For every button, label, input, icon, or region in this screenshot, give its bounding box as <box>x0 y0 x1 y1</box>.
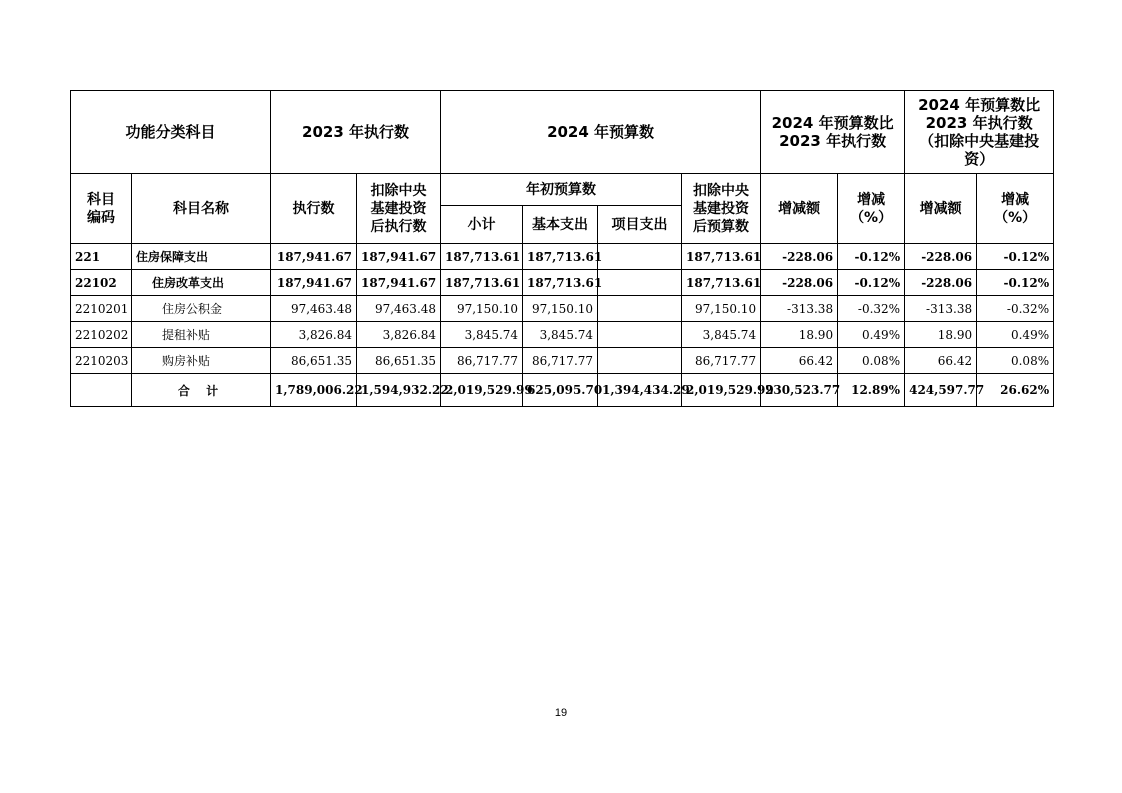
page-number: 19 <box>554 707 568 719</box>
header-code <box>71 174 132 244</box>
cell-pct-2: -0.12% <box>977 270 1054 296</box>
header-exec-excl-line-2: 基建投资 <box>370 200 427 217</box>
cell-subtotal: 97,150.10 <box>441 296 523 322</box>
cell-subtotal: 187,713.61 <box>441 270 523 296</box>
header-increase-amount-2: 增减额 <box>905 174 977 244</box>
header-compare-excl-line-4: 资） <box>964 150 995 168</box>
header-exec-amount: 执行数 <box>271 174 357 244</box>
cell-code-empty <box>71 374 132 407</box>
cell-increase-2: -313.38 <box>905 296 977 322</box>
header-initial-budget: 年初预算数 <box>441 174 682 206</box>
table-row <box>71 296 1054 322</box>
cell-name: 住房保障支出 <box>132 244 271 270</box>
cell-exec-excl: 86,651.35 <box>357 348 441 374</box>
cell-code: 221 <box>71 244 132 270</box>
header-compare-excl-line-2: 2023 年执行数 <box>925 114 1033 132</box>
cell-exec-excl: 97,463.48 <box>357 296 441 322</box>
cell-code: 2210203 <box>71 348 132 374</box>
cell-exec: 3,826.84 <box>271 322 357 348</box>
cell-project <box>598 348 682 374</box>
header-increase-pct-1-line-1: 增减 <box>857 191 886 208</box>
cell-pct-1: -0.32% <box>838 296 905 322</box>
budget-table <box>70 90 1054 407</box>
header-func-category: 功能分类科目 <box>71 91 271 174</box>
cell-budget-excl: 187,713.61 <box>682 270 761 296</box>
cell-basic: 187,713.61 <box>523 244 598 270</box>
cell-increase-2: -228.06 <box>905 244 977 270</box>
total-exec: 1,789,006.22 <box>271 374 357 407</box>
cell-pct-2: -0.32% <box>977 296 1054 322</box>
total-pct-2: 26.62% <box>977 374 1054 407</box>
cell-increase-2: 18.90 <box>905 322 977 348</box>
cell-basic: 86,717.77 <box>523 348 598 374</box>
cell-exec-excl: 3,826.84 <box>357 322 441 348</box>
cell-pct-2: 0.49% <box>977 322 1054 348</box>
cell-basic: 97,150.10 <box>523 296 598 322</box>
cell-code: 2210202 <box>71 322 132 348</box>
header-budget-excl-line-1: 扣除中央 <box>693 182 750 199</box>
header-compare-exec <box>761 91 905 174</box>
cell-basic: 187,713.61 <box>523 270 598 296</box>
header-budget-2024: 2024 年预算数 <box>441 91 761 174</box>
header-row-2 <box>71 174 1054 206</box>
header-increase-pct-2-line-2: （%） <box>994 209 1037 226</box>
cell-increase-1: -228.06 <box>761 244 838 270</box>
cell-pct-2: 0.08% <box>977 348 1054 374</box>
total-exec-excl: 1,594,932.22 <box>357 374 441 407</box>
header-code-line-1: 科目 <box>87 191 115 208</box>
cell-pct-1: -0.12% <box>838 244 905 270</box>
cell-increase-2: 66.42 <box>905 348 977 374</box>
header-subtotal: 小计 <box>441 206 523 244</box>
cell-code: 2210201 <box>71 296 132 322</box>
cell-pct-1: -0.12% <box>838 270 905 296</box>
cell-budget-excl: 3,845.74 <box>682 322 761 348</box>
cell-budget-excl: 187,713.61 <box>682 244 761 270</box>
total-budget-excl: 2,019,529.99 <box>682 374 761 407</box>
header-exec-excl-line-3: 后执行数 <box>370 218 427 235</box>
cell-increase-1: -313.38 <box>761 296 838 322</box>
total-project: 1,394,434.29 <box>598 374 682 407</box>
cell-exec: 86,651.35 <box>271 348 357 374</box>
cell-exec: 97,463.48 <box>271 296 357 322</box>
cell-project <box>598 270 682 296</box>
cell-increase-1: 66.42 <box>761 348 838 374</box>
header-compare-excl <box>905 91 1054 174</box>
total-pct-1: 12.89% <box>838 374 905 407</box>
header-budget-excl-line-3: 后预算数 <box>693 218 750 235</box>
header-budget-excl <box>682 174 761 244</box>
cell-code: 22102 <box>71 270 132 296</box>
cell-name: 住房改革支出 <box>132 270 271 296</box>
cell-increase-1: 18.90 <box>761 322 838 348</box>
table-row <box>71 270 1054 296</box>
header-budget-excl-line-2: 基建投资 <box>693 200 750 217</box>
header-code-line-2: 编码 <box>87 209 115 226</box>
header-exec-2023: 2023 年执行数 <box>271 91 441 174</box>
header-increase-pct-1-line-2: （%） <box>850 209 893 226</box>
table-row <box>71 348 1054 374</box>
cell-project <box>598 322 682 348</box>
cell-name: 提租补贴 <box>132 322 271 348</box>
header-compare-exec-line-1: 2024 年预算数比 <box>771 114 894 132</box>
cell-project <box>598 296 682 322</box>
cell-budget-excl: 97,150.10 <box>682 296 761 322</box>
header-row-1 <box>71 91 1054 174</box>
cell-exec-excl: 187,941.67 <box>357 244 441 270</box>
header-compare-excl-line-1: 2024 年预算数比 <box>918 96 1041 114</box>
cell-pct-1: 0.08% <box>838 348 905 374</box>
table-row <box>71 244 1054 270</box>
header-compare-exec-line-2: 2023 年执行数 <box>779 132 887 150</box>
cell-name: 购房补贴 <box>132 348 271 374</box>
header-name: 科目名称 <box>132 174 271 244</box>
cell-exec-excl: 187,941.67 <box>357 270 441 296</box>
cell-exec: 187,941.67 <box>271 244 357 270</box>
cell-exec: 187,941.67 <box>271 270 357 296</box>
cell-increase-2: -228.06 <box>905 270 977 296</box>
header-increase-pct-2-line-1: 增减 <box>1001 191 1030 208</box>
header-exec-excl <box>357 174 441 244</box>
cell-subtotal: 3,845.74 <box>441 322 523 348</box>
cell-pct-1: 0.49% <box>838 322 905 348</box>
cell-name: 住房公积金 <box>132 296 271 322</box>
table-row <box>71 322 1054 348</box>
header-project-expenditure: 项目支出 <box>598 206 682 244</box>
cell-budget-excl: 86,717.77 <box>682 348 761 374</box>
header-increase-pct-1 <box>838 174 905 244</box>
header-increase-pct-2 <box>977 174 1054 244</box>
total-increase-2: 424,597.77 <box>905 374 977 407</box>
total-subtotal: 2,019,529.99 <box>441 374 523 407</box>
total-increase-1: 230,523.77 <box>761 374 838 407</box>
cell-pct-2: -0.12% <box>977 244 1054 270</box>
header-exec-excl-line-1: 扣除中央 <box>370 182 427 199</box>
header-increase-amount-1: 增减额 <box>761 174 838 244</box>
cell-subtotal: 86,717.77 <box>441 348 523 374</box>
total-label: 合 计 <box>132 374 271 407</box>
cell-project <box>598 244 682 270</box>
total-basic: 625,095.70 <box>523 374 598 407</box>
cell-increase-1: -228.06 <box>761 270 838 296</box>
header-compare-excl-line-3: （扣除中央基建投 <box>919 132 1040 150</box>
cell-subtotal: 187,713.61 <box>441 244 523 270</box>
cell-basic: 3,845.74 <box>523 322 598 348</box>
header-basic-expenditure: 基本支出 <box>523 206 598 244</box>
total-row <box>71 374 1054 407</box>
